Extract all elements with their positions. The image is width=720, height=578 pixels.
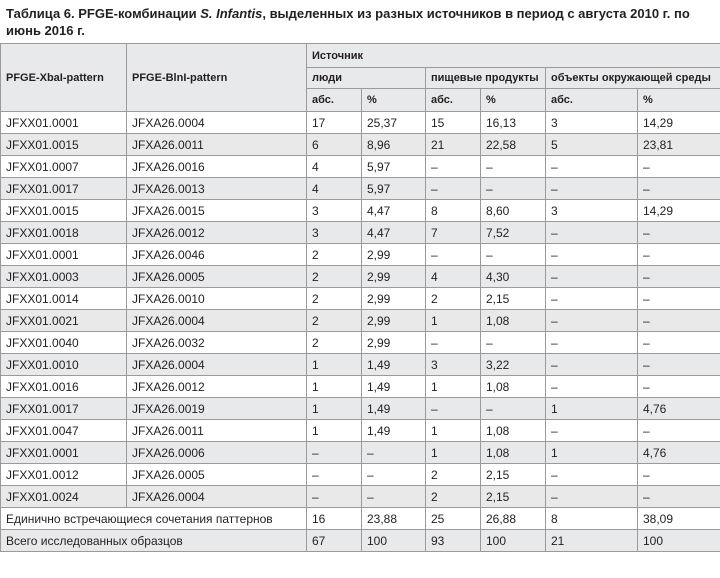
cell-env-pct: 4,76	[638, 442, 720, 464]
cell-food-pct: –	[481, 332, 546, 354]
caption-species: S. Infantis	[200, 6, 263, 21]
cell-people-pct: 1,49	[362, 420, 426, 442]
cell-blnl: JFXA26.0011	[127, 420, 307, 442]
summary-cell-food-pct: 100	[481, 530, 546, 552]
cell-xbal: JFXX01.0040	[1, 332, 127, 354]
cell-env-pct: 23,81	[638, 134, 720, 156]
cell-food-pct: 1,08	[481, 442, 546, 464]
table-row	[1, 420, 720, 442]
cell-food-pct: 1,08	[481, 376, 546, 398]
summary-cell-food-abs: 25	[426, 508, 481, 530]
cell-people-abs: –	[307, 442, 362, 464]
cell-food-pct: –	[481, 156, 546, 178]
cell-food-pct: 4,30	[481, 266, 546, 288]
summary-row	[1, 508, 720, 530]
cell-people-abs: 2	[307, 266, 362, 288]
caption-prefix: Таблица 6. PFGE-комбинации	[6, 6, 201, 21]
cell-blnl: JFXA26.0011	[127, 134, 307, 156]
cell-people-abs: 1	[307, 398, 362, 420]
cell-blnl: JFXA26.0012	[127, 376, 307, 398]
cell-people-pct: 5,97	[362, 178, 426, 200]
cell-blnl: JFXA26.0019	[127, 398, 307, 420]
cell-food-pct: 16,13	[481, 112, 546, 134]
cell-env-pct: –	[638, 486, 720, 508]
header-blnl: PFGE-BlnI-pattern	[127, 44, 307, 112]
cell-blnl: JFXA26.0012	[127, 222, 307, 244]
cell-env-abs: –	[546, 310, 638, 332]
table-header	[1, 44, 720, 112]
cell-people-pct: 4,47	[362, 200, 426, 222]
cell-env-pct: –	[638, 464, 720, 486]
cell-food-abs: 2	[426, 288, 481, 310]
cell-food-pct: 2,15	[481, 486, 546, 508]
cell-food-pct: 2,15	[481, 288, 546, 310]
header-source: Источник	[307, 44, 720, 68]
summary-cell-env-abs: 8	[546, 508, 638, 530]
header-people: люди	[307, 68, 426, 89]
summary-cell-people-abs: 67	[307, 530, 362, 552]
cell-xbal: JFXX01.0017	[1, 398, 127, 420]
cell-env-abs: 1	[546, 398, 638, 420]
cell-food-pct: 3,22	[481, 354, 546, 376]
cell-people-abs: 2	[307, 288, 362, 310]
summary-row	[1, 530, 720, 552]
cell-food-pct: 2,15	[481, 464, 546, 486]
header-food-abs: абс.	[426, 89, 481, 112]
cell-people-abs: 3	[307, 200, 362, 222]
summary-cell-food-abs: 93	[426, 530, 481, 552]
cell-xbal: JFXX01.0007	[1, 156, 127, 178]
cell-food-pct: –	[481, 244, 546, 266]
table-caption	[0, 0, 720, 43]
cell-blnl: JFXA26.0032	[127, 332, 307, 354]
cell-people-abs: 1	[307, 376, 362, 398]
cell-env-abs: –	[546, 376, 638, 398]
summary-cell-food-pct: 26,88	[481, 508, 546, 530]
cell-people-pct: 2,99	[362, 244, 426, 266]
cell-food-pct: 22,58	[481, 134, 546, 156]
cell-blnl: JFXA26.0004	[127, 310, 307, 332]
cell-food-abs: 4	[426, 266, 481, 288]
cell-env-pct: –	[638, 222, 720, 244]
summary-cell-people-abs: 16	[307, 508, 362, 530]
cell-food-pct: –	[481, 398, 546, 420]
table-row	[1, 112, 720, 134]
cell-xbal: JFXX01.0010	[1, 354, 127, 376]
cell-xbal: JFXX01.0014	[1, 288, 127, 310]
cell-env-abs: –	[546, 354, 638, 376]
cell-xbal: JFXX01.0015	[1, 200, 127, 222]
cell-env-pct: –	[638, 178, 720, 200]
cell-people-pct: 2,99	[362, 266, 426, 288]
cell-food-pct: 7,52	[481, 222, 546, 244]
cell-food-abs: 1	[426, 376, 481, 398]
cell-env-pct: 14,29	[638, 200, 720, 222]
cell-env-abs: –	[546, 464, 638, 486]
cell-env-pct: –	[638, 288, 720, 310]
cell-blnl: JFXA26.0006	[127, 442, 307, 464]
cell-env-abs: 1	[546, 442, 638, 464]
cell-people-abs: –	[307, 486, 362, 508]
header-people-abs: абс.	[307, 89, 362, 112]
cell-env-abs: 5	[546, 134, 638, 156]
cell-food-abs: –	[426, 244, 481, 266]
header-environment: объекты окружающей среды	[546, 68, 720, 89]
cell-food-abs: 1	[426, 310, 481, 332]
cell-env-pct: –	[638, 266, 720, 288]
table-row	[1, 266, 720, 288]
cell-food-abs: 2	[426, 464, 481, 486]
summary-cell-people-pct: 100	[362, 530, 426, 552]
summary-cell-env-abs: 21	[546, 530, 638, 552]
header-food-pct: %	[481, 89, 546, 112]
table-body	[1, 112, 720, 552]
cell-env-abs: –	[546, 156, 638, 178]
cell-people-abs: 2	[307, 310, 362, 332]
cell-env-abs: –	[546, 332, 638, 354]
cell-food-abs: 7	[426, 222, 481, 244]
cell-people-pct: –	[362, 442, 426, 464]
cell-food-pct: 8,60	[481, 200, 546, 222]
cell-food-abs: 8	[426, 200, 481, 222]
cell-blnl: JFXA26.0004	[127, 112, 307, 134]
cell-people-pct: –	[362, 464, 426, 486]
table-row	[1, 244, 720, 266]
table-row	[1, 222, 720, 244]
cell-env-abs: –	[546, 244, 638, 266]
table-row	[1, 376, 720, 398]
cell-env-pct: –	[638, 376, 720, 398]
cell-blnl: JFXA26.0015	[127, 200, 307, 222]
cell-people-abs: 3	[307, 222, 362, 244]
table-row	[1, 288, 720, 310]
cell-xbal: JFXX01.0015	[1, 134, 127, 156]
cell-people-abs: 6	[307, 134, 362, 156]
cell-env-pct: 14,29	[638, 112, 720, 134]
cell-blnl: JFXA26.0005	[127, 266, 307, 288]
cell-xbal: JFXX01.0001	[1, 112, 127, 134]
cell-food-abs: 21	[426, 134, 481, 156]
cell-xbal: JFXX01.0001	[1, 244, 127, 266]
cell-people-pct: 4,47	[362, 222, 426, 244]
cell-people-pct: 8,96	[362, 134, 426, 156]
table-row	[1, 134, 720, 156]
header-people-pct: %	[362, 89, 426, 112]
cell-env-pct: –	[638, 332, 720, 354]
summary-label: Всего исследованных образцов	[1, 530, 307, 552]
cell-people-pct: 2,99	[362, 288, 426, 310]
cell-xbal: JFXX01.0024	[1, 486, 127, 508]
cell-people-pct: 5,97	[362, 156, 426, 178]
cell-blnl: JFXA26.0046	[127, 244, 307, 266]
cell-env-pct: –	[638, 244, 720, 266]
cell-env-abs: –	[546, 486, 638, 508]
cell-food-abs: 1	[426, 420, 481, 442]
cell-blnl: JFXA26.0013	[127, 178, 307, 200]
table-row	[1, 156, 720, 178]
cell-food-abs: 2	[426, 486, 481, 508]
header-xbal: PFGE-XbaI-pattern	[1, 44, 127, 112]
cell-food-abs: –	[426, 178, 481, 200]
pfge-table	[0, 43, 720, 552]
cell-blnl: JFXA26.0004	[127, 354, 307, 376]
cell-food-abs: –	[426, 332, 481, 354]
cell-people-pct: 2,99	[362, 332, 426, 354]
header-env-pct: %	[638, 89, 720, 112]
cell-people-abs: 4	[307, 156, 362, 178]
cell-people-pct: 1,49	[362, 376, 426, 398]
cell-env-pct: –	[638, 354, 720, 376]
cell-people-abs: 4	[307, 178, 362, 200]
cell-food-abs: 15	[426, 112, 481, 134]
table-row	[1, 310, 720, 332]
cell-xbal: JFXX01.0016	[1, 376, 127, 398]
cell-env-abs: 3	[546, 200, 638, 222]
cell-xbal: JFXX01.0047	[1, 420, 127, 442]
header-env-abs: абс.	[546, 89, 638, 112]
table-row	[1, 464, 720, 486]
cell-people-pct: 2,99	[362, 310, 426, 332]
cell-env-pct: –	[638, 420, 720, 442]
table-row	[1, 486, 720, 508]
cell-people-pct: 1,49	[362, 354, 426, 376]
cell-env-abs: 3	[546, 112, 638, 134]
cell-xbal: JFXX01.0017	[1, 178, 127, 200]
cell-xbal: JFXX01.0003	[1, 266, 127, 288]
table-row	[1, 354, 720, 376]
cell-people-abs: 17	[307, 112, 362, 134]
cell-people-abs: –	[307, 464, 362, 486]
cell-xbal: JFXX01.0021	[1, 310, 127, 332]
cell-people-pct: 1,49	[362, 398, 426, 420]
cell-food-pct: 1,08	[481, 420, 546, 442]
cell-env-abs: –	[546, 288, 638, 310]
cell-env-abs: –	[546, 420, 638, 442]
cell-people-abs: 1	[307, 420, 362, 442]
table-row	[1, 442, 720, 464]
cell-people-abs: 1	[307, 354, 362, 376]
cell-blnl: JFXA26.0004	[127, 486, 307, 508]
caption-suffix: , выделенных из разных источников в период с августа 2010 г. по июнь 2016 г.	[6, 6, 690, 38]
summary-cell-people-pct: 23,88	[362, 508, 426, 530]
cell-people-abs: 2	[307, 332, 362, 354]
cell-xbal: JFXX01.0012	[1, 464, 127, 486]
cell-env-abs: –	[546, 266, 638, 288]
cell-xbal: JFXX01.0001	[1, 442, 127, 464]
cell-env-pct: –	[638, 156, 720, 178]
table-row	[1, 200, 720, 222]
table-row	[1, 332, 720, 354]
cell-blnl: JFXA26.0010	[127, 288, 307, 310]
cell-people-abs: 2	[307, 244, 362, 266]
cell-env-pct: –	[638, 310, 720, 332]
cell-blnl: JFXA26.0016	[127, 156, 307, 178]
table-row	[1, 178, 720, 200]
cell-food-abs: 1	[426, 442, 481, 464]
cell-env-abs: –	[546, 222, 638, 244]
summary-label: Единично встречающиеся сочетания паттернов	[1, 508, 307, 530]
cell-people-pct: 25,37	[362, 112, 426, 134]
table-row	[1, 398, 720, 420]
cell-blnl: JFXA26.0005	[127, 464, 307, 486]
cell-food-abs: –	[426, 156, 481, 178]
cell-food-abs: 3	[426, 354, 481, 376]
cell-food-abs: –	[426, 398, 481, 420]
cell-food-pct: 1,08	[481, 310, 546, 332]
cell-food-pct: –	[481, 178, 546, 200]
cell-people-pct: –	[362, 486, 426, 508]
cell-env-pct: 4,76	[638, 398, 720, 420]
cell-env-abs: –	[546, 178, 638, 200]
summary-cell-env-pct: 38,09	[638, 508, 720, 530]
summary-cell-env-pct: 100	[638, 530, 720, 552]
header-food: пищевые продукты	[426, 68, 546, 89]
cell-xbal: JFXX01.0018	[1, 222, 127, 244]
